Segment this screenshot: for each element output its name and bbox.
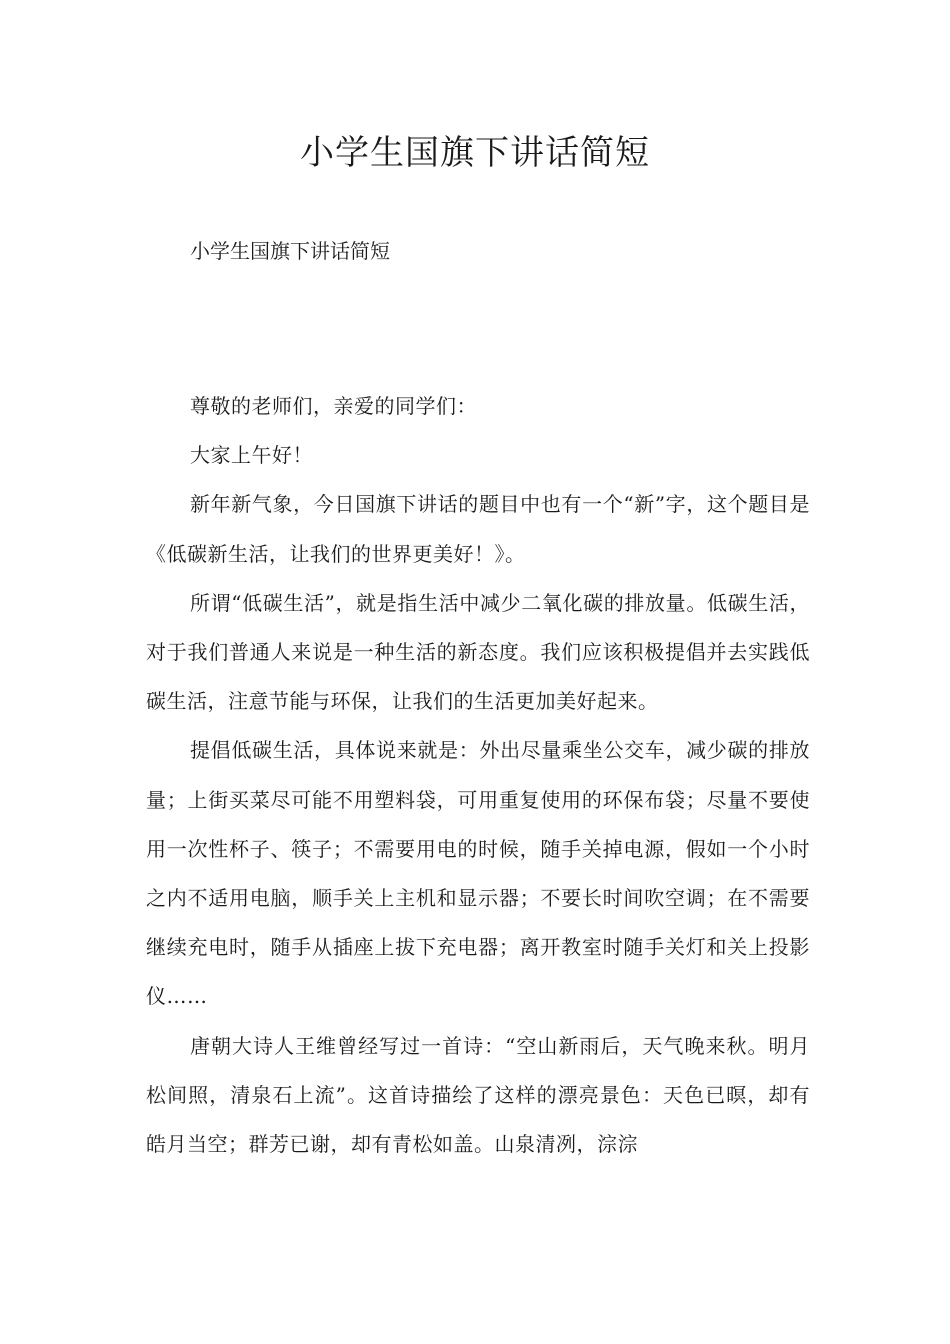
paragraph-good-morning: 大家上午好！ bbox=[190, 443, 313, 468]
document-title: 小学生国旗下讲话简短 bbox=[300, 133, 650, 173]
document-body bbox=[146, 382, 810, 1169]
paragraph-low-carbon-practices: 提倡低碳生活，具体说来就是：外出尽量乘坐公交车，减少碳的排放量；上街买菜尽可能不用塑料袋，可用重复使用的环保布袋；尽量不要使用一次性杯子、筷子；不需要用电的时候，随手关掉电源，假如一个小时之内不适用电脑，顺手关上主机和显示器；不要长时间吹空调；在不需要继续充电时，随手从插座上拔下充电器；离开教室时随手关灯和关上投影仪…… bbox=[146, 738, 810, 1009]
paragraph-low-carbon-definition: 所谓“低碳生活”，就是指生活中减少二氧化碳的排放量。低碳生活，对于我们普通人来说是一种生活的新态度。我们应该积极提倡并去实践低碳生活，注意节能与环保，让我们的生活更加美好起来。 bbox=[146, 590, 810, 714]
paragraph-poem: 唐朝大诗人王维曾经写过一首诗：“空山新雨后，天气晚来秋。明月松间照，清泉石上流”。这首诗描绘了这样的漂亮景色：天色已暝，却有皓月当空；群芳已谢，却有青松如盖。山泉清冽，淙淙 bbox=[146, 1033, 810, 1157]
paragraph-greeting: 尊敬的老师们，亲爱的同学们： bbox=[190, 394, 477, 418]
document-subtitle: 小学生国旗下讲话简短 bbox=[190, 239, 390, 263]
paragraph-topic: 新年新气象，今日国旗下讲话的题目中也有一个“新”字，这个题目是《低碳新生活，让我们的世界更美好！》。 bbox=[146, 492, 810, 566]
